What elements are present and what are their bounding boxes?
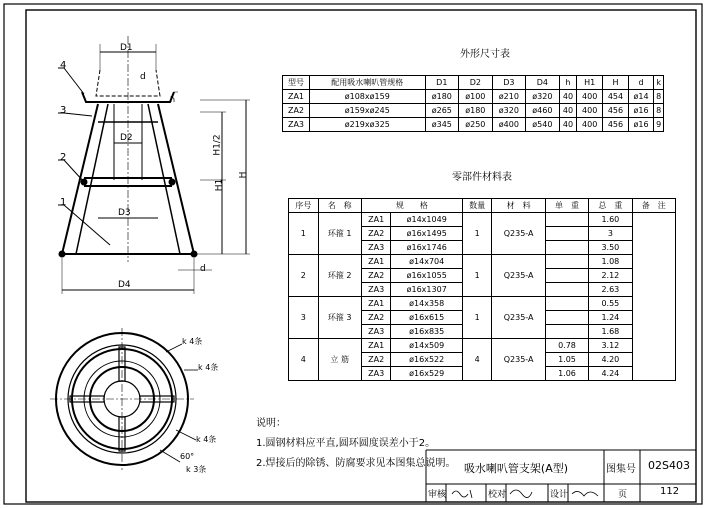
- remark-cell: [632, 213, 675, 381]
- model-cell: ZA2: [361, 227, 391, 241]
- weld-note-3: k 4条: [196, 435, 217, 444]
- table-row: [283, 90, 664, 104]
- label-h1-half: H1/2: [212, 134, 223, 156]
- dimension-table-title: 外形尺寸表: [460, 49, 510, 60]
- model-cell: ZA2: [361, 353, 391, 367]
- dimension-header-cell: 配用吸水喇叭管规格: [309, 76, 425, 90]
- material-cell: Q235-A: [492, 255, 545, 297]
- unit-weight-cell: 0.78: [545, 339, 588, 353]
- parts-header-cell: 单 重: [545, 199, 588, 213]
- part-name-cell: 立 筋: [318, 339, 361, 381]
- table-cell: 456: [603, 118, 629, 132]
- table-row: [289, 339, 676, 353]
- model-cell: ZA3: [361, 367, 391, 381]
- drawing-title: 吸水喇叭管支架(A型): [463, 462, 569, 475]
- part-name-cell: 环箍 3: [318, 297, 361, 339]
- table-cell: ø320: [492, 104, 526, 118]
- material-cell: Q235-A: [492, 339, 545, 381]
- table-row: [283, 104, 664, 118]
- total-weight-cell: 1.68: [589, 325, 632, 339]
- spec-cell: ø14x704: [391, 255, 462, 269]
- table-cell: ø180: [459, 104, 493, 118]
- table-cell: ø320: [526, 90, 560, 104]
- part-number-cell: 3: [289, 297, 319, 339]
- table-row: [289, 213, 676, 227]
- table-row: [283, 118, 664, 132]
- model-cell: ZA1: [361, 297, 391, 311]
- parts-header-cell: 序号: [289, 199, 319, 213]
- angle-note: 60°: [180, 452, 195, 461]
- unit-weight-cell: [545, 297, 588, 311]
- dimension-header-cell: k: [654, 76, 664, 90]
- model-cell: ZA2: [361, 311, 391, 325]
- table-cell: ø250: [459, 118, 493, 132]
- unit-weight-cell: [545, 241, 588, 255]
- note-2: 2.焊接后的除锈、防腐要求见本图集总说明。: [256, 458, 456, 469]
- table-cell: ø16: [628, 118, 653, 132]
- unit-weight-cell: [545, 325, 588, 339]
- parts-header-cell: 备 注: [632, 199, 675, 213]
- dimension-header-cell: D3: [492, 76, 526, 90]
- table-cell: ø108xø159: [309, 90, 425, 104]
- table-cell: 8: [654, 104, 664, 118]
- label-h: h: [170, 95, 176, 104]
- part-name-cell: 环箍 2: [318, 255, 361, 297]
- table-cell: ø100: [459, 90, 493, 104]
- table-cell: ø14: [628, 90, 653, 104]
- table-cell: 8: [654, 90, 664, 104]
- qty-cell: 1: [462, 297, 492, 339]
- spec-cell: ø16x1307: [391, 283, 462, 297]
- spec-cell: ø16x1495: [391, 227, 462, 241]
- qty-cell: 4: [462, 339, 492, 381]
- parts-table-title: 零部件材料表: [452, 172, 512, 183]
- weld-note-2: k 4条: [198, 363, 219, 372]
- parts-header-cell: 名 称: [318, 199, 361, 213]
- parts-header-cell: 总 重: [589, 199, 632, 213]
- table-cell: ø345: [425, 118, 459, 132]
- table-cell: ø400: [492, 118, 526, 132]
- label-d-bottom: d: [200, 264, 206, 274]
- atlas-label: 图集号: [606, 464, 636, 475]
- callout-1: 1: [60, 197, 67, 208]
- unit-weight-cell: [545, 255, 588, 269]
- spec-cell: ø16x615: [391, 311, 462, 325]
- dimension-header-cell: d: [628, 76, 653, 90]
- dimension-header-cell: H: [603, 76, 629, 90]
- label-h1: H1: [214, 178, 225, 192]
- model-cell: ZA1: [361, 255, 391, 269]
- dimension-header-cell: D2: [459, 76, 493, 90]
- table-cell: 40: [559, 90, 577, 104]
- dimension-table: [282, 75, 664, 132]
- parts-header-cell: 数量: [462, 199, 492, 213]
- dimension-header-cell: H1: [577, 76, 603, 90]
- total-weight-cell: 2.12: [589, 269, 632, 283]
- table-cell: ø460: [526, 104, 560, 118]
- table-cell: 400: [577, 118, 603, 132]
- spec-cell: ø16x529: [391, 367, 462, 381]
- callout-2: 2: [60, 152, 67, 163]
- model-cell: ZA1: [361, 339, 391, 353]
- atlas-number: 02S403: [648, 459, 690, 472]
- unit-weight-cell: [545, 227, 588, 241]
- unit-weight-cell: [545, 311, 588, 325]
- table-cell: ø16: [628, 104, 653, 118]
- spec-cell: ø16x1746: [391, 241, 462, 255]
- label-d1: D1: [120, 43, 133, 53]
- label-d: d: [140, 72, 146, 82]
- dimension-header-cell: D4: [526, 76, 560, 90]
- table-cell: ZA3: [283, 118, 310, 132]
- table-cell: 40: [559, 104, 577, 118]
- table-cell: ø219xø325: [309, 118, 425, 132]
- dimension-header-cell: 型号: [283, 76, 310, 90]
- total-weight-cell: 3.50: [589, 241, 632, 255]
- unit-weight-cell: [545, 283, 588, 297]
- material-cell: Q235-A: [492, 297, 545, 339]
- table-cell: 9: [654, 118, 664, 132]
- table-cell: ZA1: [283, 90, 310, 104]
- dimension-header-cell: h: [559, 76, 577, 90]
- total-weight-cell: 0.55: [589, 297, 632, 311]
- parts-header-cell: 规 格: [361, 199, 462, 213]
- part-number-cell: 2: [289, 255, 319, 297]
- total-weight-cell: 1.08: [589, 255, 632, 269]
- table-row: [289, 297, 676, 311]
- table-row: [289, 255, 676, 269]
- part-number-cell: 1: [289, 213, 319, 255]
- qty-cell: 1: [462, 213, 492, 255]
- table-cell: ø159xø245: [309, 104, 425, 118]
- callout-4: 4: [60, 60, 67, 71]
- elevation-view: [58, 36, 250, 294]
- total-weight-cell: 2.63: [589, 283, 632, 297]
- parts-table-header: [289, 199, 676, 213]
- table-cell: ø180: [425, 90, 459, 104]
- spec-cell: ø14x509: [391, 339, 462, 353]
- unit-weight-cell: 1.06: [545, 367, 588, 381]
- table-cell: 456: [603, 104, 629, 118]
- material-cell: Q235-A: [492, 213, 545, 255]
- table-cell: ø540: [526, 118, 560, 132]
- label-d2: D2: [120, 133, 133, 143]
- plan-view: [50, 328, 198, 470]
- table-cell: 454: [603, 90, 629, 104]
- weld-note-1: k 4条: [182, 337, 203, 346]
- unit-weight-cell: 1.05: [545, 353, 588, 367]
- part-number-cell: 4: [289, 339, 319, 381]
- part-name-cell: 环箍 1: [318, 213, 361, 255]
- weld-note-4: k 3条: [186, 465, 207, 474]
- note-1: 1.圆钢材料应平直,圆环圆度误差小于2。: [256, 438, 436, 449]
- spec-cell: ø16x835: [391, 325, 462, 339]
- check-label: 校对: [488, 490, 507, 500]
- spec-cell: ø14x1049: [391, 213, 462, 227]
- table-cell: 400: [577, 90, 603, 104]
- spec-cell: ø16x522: [391, 353, 462, 367]
- total-weight-cell: 4.20: [589, 353, 632, 367]
- page-label: 页: [618, 490, 628, 500]
- table-cell: 400: [577, 104, 603, 118]
- notes-title: 说明：: [256, 418, 286, 429]
- label-h-total: H: [238, 171, 249, 179]
- qty-cell: 1: [462, 255, 492, 297]
- dimension-header-cell: D1: [425, 76, 459, 90]
- page-number: 112: [660, 486, 680, 497]
- parts-table: [288, 198, 676, 381]
- total-weight-cell: 1.60: [589, 213, 632, 227]
- model-cell: ZA3: [361, 241, 391, 255]
- dimension-table-header: [283, 76, 664, 90]
- spec-cell: ø16x1055: [391, 269, 462, 283]
- total-weight-cell: 3.12: [589, 339, 632, 353]
- total-weight-cell: 1.24: [589, 311, 632, 325]
- model-cell: ZA3: [361, 283, 391, 297]
- model-cell: ZA3: [361, 325, 391, 339]
- label-d3: D3: [118, 208, 131, 218]
- total-weight-cell: 3: [589, 227, 632, 241]
- model-cell: ZA1: [361, 213, 391, 227]
- label-d4: D4: [118, 280, 131, 290]
- parts-header-cell: 材 料: [492, 199, 545, 213]
- callout-3: 3: [60, 105, 67, 116]
- design-label: 设计: [550, 490, 569, 500]
- spec-cell: ø14x358: [391, 297, 462, 311]
- total-weight-cell: 4.24: [589, 367, 632, 381]
- unit-weight-cell: [545, 269, 588, 283]
- model-cell: ZA2: [361, 269, 391, 283]
- table-cell: ø210: [492, 90, 526, 104]
- table-cell: 40: [559, 118, 577, 132]
- unit-weight-cell: [545, 213, 588, 227]
- review-label: 审核: [428, 490, 447, 500]
- table-cell: ø265: [425, 104, 459, 118]
- table-cell: ZA2: [283, 104, 310, 118]
